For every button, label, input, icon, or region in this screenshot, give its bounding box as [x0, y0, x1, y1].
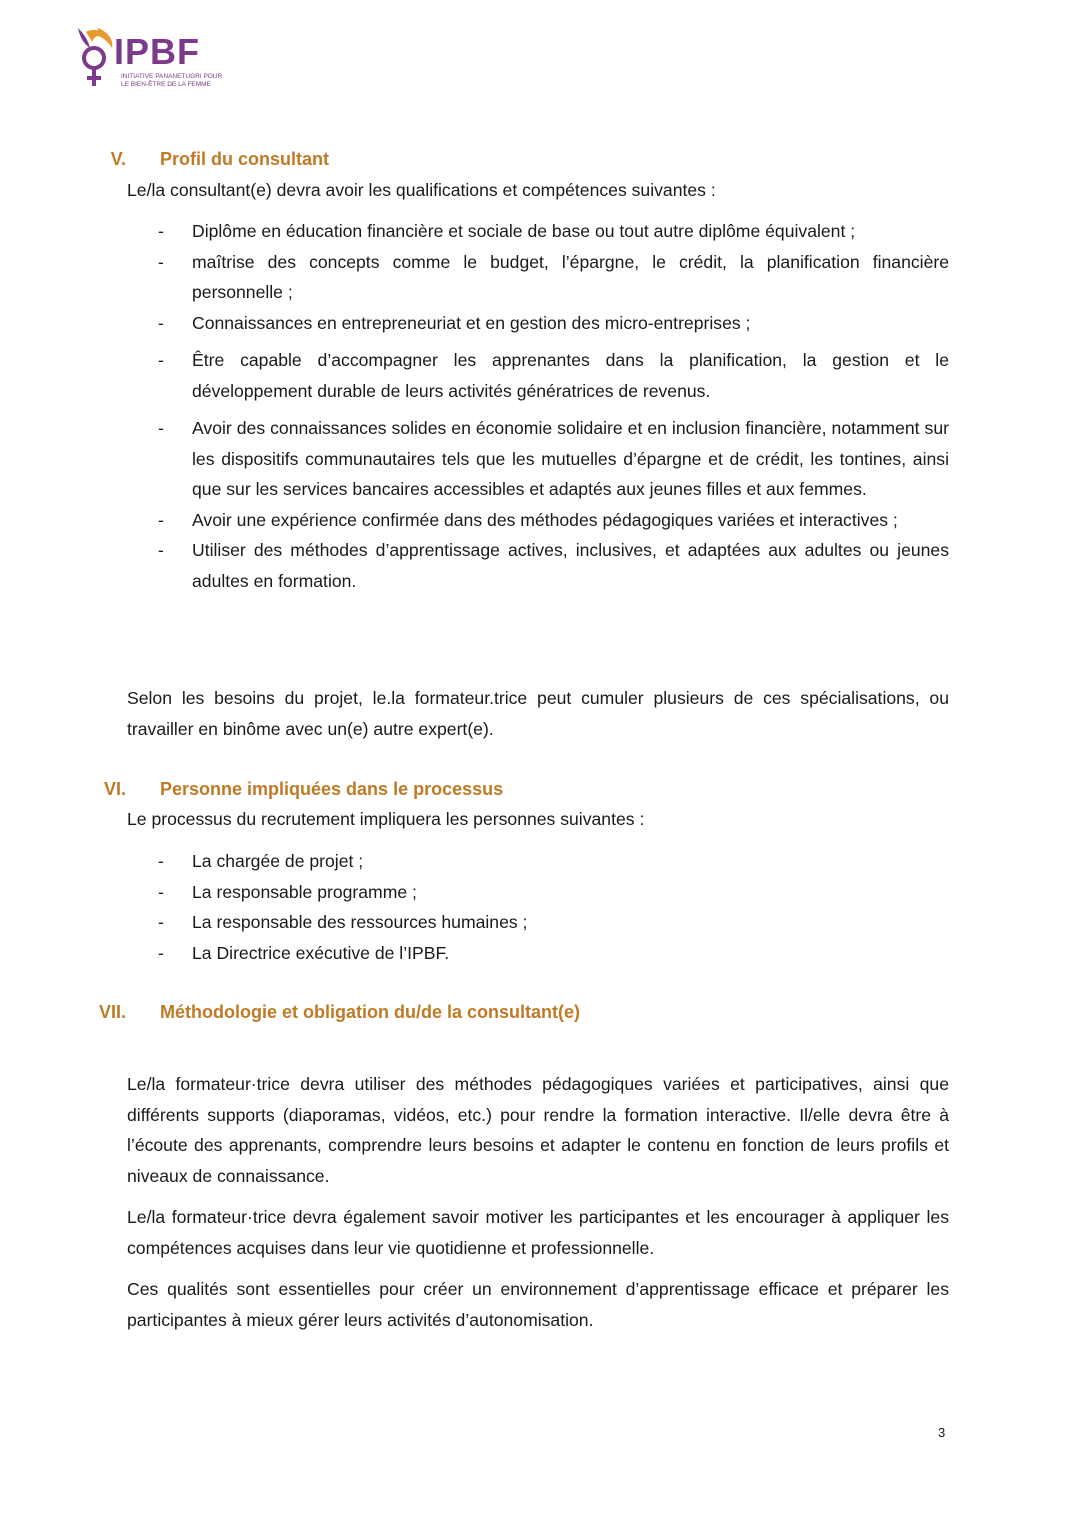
logo-wordmark: IPBF — [114, 31, 201, 72]
ipbf-logo — [72, 26, 232, 92]
section-title: Profil du consultant — [160, 149, 329, 169]
page-number: 3 — [938, 1425, 946, 1440]
list-item: - Connaissances en entrepreneuriat et en gestion des micro-entreprises ; — [158, 312, 751, 333]
section-title: Personne impliquées dans le processus — [160, 779, 504, 799]
section-title: Méthodologie et obligation du/de la consultant(e) — [160, 1002, 580, 1022]
list-item: - La responsable programme ; — [158, 881, 417, 902]
list-item: - La responsable des ressources humaines ; — [158, 912, 528, 932]
list-item: - Être capable d’accompagner les apprenantes dans la planification, la gestion et le développement durable de leurs activités génératrices de revenus. — [158, 350, 949, 401]
section-vi-intro: Le processus du recrutement impliquera les personnes suivantes : — [127, 809, 645, 829]
list-item: - Utiliser des méthodes d’apprentissage actives, inclusives, et adaptées aux adultes ou jeunes adultes en formation. — [158, 540, 949, 591]
section-number: VI. — [103, 779, 126, 799]
section-v-intro: Le/la consultant(e) devra avoir les qualifications et compétences suivantes : — [127, 180, 716, 200]
section-vii-paragraph: Le/la formateur·trice devra également savoir motiver les participantes et les encourager à appliquer les compétences acquises dans leur vie quotidienne et professionnelle. — [127, 1207, 949, 1258]
list-item: - Avoir des connaissances solides en économie solidaire et en inclusion financière, notamment sur les dispositifs communautaires tels que les mutuelles d’épargne et de crédit, les tontines, ainsi que sur les services bancaires accessibles et adaptés aux jeunes filles et aux femmes. — [158, 418, 949, 499]
section-v-closing: Selon les besoins du projet, le.la formateur.trice peut cumuler plusieurs de ces spécialisations, ou travailler en binôme avec un(e) autre expert(e). — [127, 688, 949, 739]
section-number: V. — [110, 149, 126, 169]
list-item: - La Directrice exécutive de l’IPBF. — [158, 942, 450, 963]
list-item: - Avoir une expérience confirmée dans des méthodes pédagogiques variées et interactives ; — [158, 509, 898, 530]
list-item: - maîtrise des concepts comme le budget, l’épargne, le crédit, la planification financière personnelle ; — [158, 251, 949, 302]
people-list — [127, 846, 949, 968]
section-number: VII. — [98, 1002, 126, 1022]
section-vii-paragraph: Le/la formateur·trice devra utiliser des méthodes pédagogiques variées et participatives, ainsi que différents supports (diaporamas, vidéos, etc.) pour rendre la formation interactive. Il/elle devra être à l’écoute des apprenants, comprendre leurs besoins et adapter le contenu en fonction de leurs profils et niveaux de connaissance. — [127, 1074, 949, 1186]
list-item: - La chargée de projet ; — [158, 851, 364, 871]
venus-flame-icon — [72, 26, 116, 92]
logo-tagline: INITIATIVE PANANETUGRI POUR LE BIEN-ÊTRE DE LA FEMME — [121, 73, 223, 88]
list-item: - Diplôme en éducation financière et sociale de base ou tout autre diplôme équivalent ; — [158, 221, 856, 241]
section-vii-paragraph: Ces qualités sont essentielles pour créer un environnement d’apprentissage efficace et préparer les participantes à mieux gérer leurs activités d’autonomisation. — [127, 1279, 949, 1330]
qualifications-list — [127, 216, 949, 596]
